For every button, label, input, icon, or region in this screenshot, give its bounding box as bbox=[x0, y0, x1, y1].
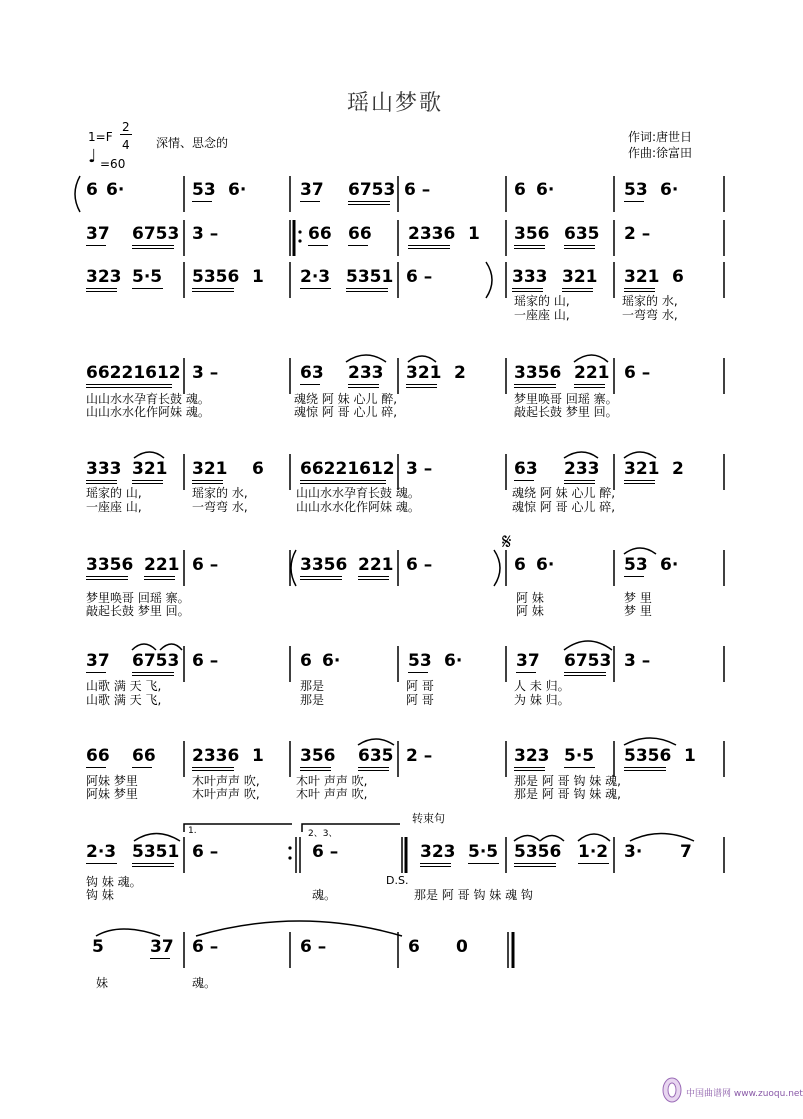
note-group: 2·3 bbox=[86, 842, 117, 862]
lyricist-credit: 作词:唐世日 bbox=[628, 130, 693, 144]
lyric-line: 梦里唤哥 回瑶 寨。 bbox=[86, 591, 190, 605]
lyric-line: 一弯弯 水, bbox=[622, 308, 678, 322]
lyric-line: 那是 阿 哥 钩 妹 魂, bbox=[514, 787, 621, 801]
lyric-line: 梦里唤哥 回瑶 寨。 bbox=[514, 392, 618, 406]
lyric-line: 敲起长鼓 梦里 回。 bbox=[514, 405, 618, 419]
note-group: 6 – bbox=[192, 651, 219, 671]
key-signature: 1=F bbox=[88, 130, 113, 144]
lyric-line: 敲起长鼓 梦里 回。 bbox=[86, 604, 190, 618]
note-group: 53 bbox=[624, 555, 648, 575]
note-group: 2336 bbox=[192, 746, 240, 766]
lyric-line: 魂。 bbox=[192, 976, 217, 990]
note-group: 321 bbox=[562, 267, 598, 287]
lyric-line: 瑶家的 山, bbox=[514, 294, 570, 308]
note-group: 356 bbox=[514, 224, 550, 244]
lyric-line: 木叶 声声 吹, bbox=[296, 787, 368, 801]
lyric-line: 钩 妹 bbox=[86, 888, 114, 902]
lyric-line: 为 妹 归。 bbox=[514, 693, 570, 707]
lyric-line: 阿 妹 bbox=[516, 604, 544, 618]
lyric-line: 梦 里 bbox=[624, 604, 652, 618]
quarter-note-icon: ♩ bbox=[88, 146, 97, 167]
time-signature-top: 2 bbox=[122, 120, 130, 134]
note-group: 1 bbox=[468, 224, 480, 244]
note-group: 6 bbox=[672, 267, 684, 287]
note-group: 6· bbox=[536, 555, 555, 575]
page-title: 瑶山梦歌 bbox=[346, 91, 443, 116]
note-group: 37 bbox=[86, 224, 110, 244]
note-group: 635 bbox=[564, 224, 600, 244]
note-group: 5·5 bbox=[132, 267, 163, 287]
note-group: 6753 bbox=[132, 651, 180, 671]
note-group: 6 – bbox=[624, 363, 651, 383]
note-group: 66221612 bbox=[86, 363, 181, 383]
note-group: 5351 bbox=[132, 842, 180, 862]
note-group: 233 bbox=[348, 363, 384, 383]
note-group: 3· bbox=[624, 842, 643, 862]
note-group: 5·5 bbox=[468, 842, 499, 862]
lyric-line: 山山水水孕育长鼓 魂。 bbox=[86, 392, 210, 406]
lyric-line: 钩 妹 魂。 bbox=[86, 875, 142, 889]
coda-label: 转束句 bbox=[412, 812, 445, 825]
note-group: 6 – bbox=[404, 180, 431, 200]
note-group: 221 bbox=[144, 555, 180, 575]
note-group: 5356 bbox=[192, 267, 240, 287]
note-group: 333 bbox=[512, 267, 548, 287]
note-group: 6 – bbox=[406, 555, 433, 575]
lyric-line: 木叶声声 吹, bbox=[192, 774, 260, 788]
note-group: 6 bbox=[86, 180, 98, 200]
lyric-line: 妹 bbox=[96, 976, 109, 990]
note-group: 2 bbox=[454, 363, 466, 383]
note-group: 1 bbox=[252, 267, 264, 287]
note-group: 63 bbox=[300, 363, 324, 383]
note-group: 6 bbox=[408, 937, 420, 957]
segno-icon: 𝄋 bbox=[502, 530, 512, 555]
note-group: 3356 bbox=[514, 363, 562, 383]
note-group: 6· bbox=[228, 180, 247, 200]
note-group: 323 bbox=[420, 842, 456, 862]
note-group: 321 bbox=[624, 459, 660, 479]
note-group: 37 bbox=[300, 180, 324, 200]
note-group: 3 – bbox=[406, 459, 433, 479]
note-group: 3 – bbox=[192, 363, 219, 383]
note-group: 356 bbox=[300, 746, 336, 766]
ending-1-label: 1. bbox=[188, 826, 197, 836]
note-group: 53 bbox=[192, 180, 216, 200]
lyric-line: 那是 bbox=[300, 679, 325, 693]
note-group: 221 bbox=[574, 363, 610, 383]
note-group: 2336 bbox=[408, 224, 456, 244]
note-group: 6 bbox=[300, 651, 312, 671]
note-group: 635 bbox=[358, 746, 394, 766]
note-group: 6· bbox=[536, 180, 555, 200]
lyric-line: 阿 哥 bbox=[406, 679, 434, 693]
lyric-line: 魂绕 阿 妹 心儿 醉, bbox=[512, 486, 616, 500]
note-group: 6753 bbox=[348, 180, 396, 200]
lyric-line: 梦 里 bbox=[624, 591, 652, 605]
lyric-line: 阿 哥 bbox=[406, 693, 434, 707]
lyric-line: 山歌 满 天 飞, bbox=[86, 693, 162, 707]
note-group: 6 – bbox=[192, 555, 219, 575]
note-group: 6· bbox=[660, 555, 679, 575]
note-group: 66 bbox=[308, 224, 332, 244]
lyric-line: 魂惊 阿 哥 心儿 碎, bbox=[294, 405, 398, 419]
note-group: 6 bbox=[514, 555, 526, 575]
lyric-line: 一座座 山, bbox=[514, 308, 570, 322]
note-group: 66 bbox=[348, 224, 372, 244]
note-group: 2 – bbox=[406, 746, 433, 766]
time-signature-bottom: 4 bbox=[122, 138, 130, 152]
note-group: 6 – bbox=[192, 937, 219, 957]
note-group: 1·2 bbox=[578, 842, 609, 862]
lyric-line: 一弯弯 水, bbox=[192, 500, 248, 514]
note-group: 6 bbox=[252, 459, 264, 479]
ending-2-label: 2、3、 bbox=[308, 829, 338, 839]
tempo-mark: =60 bbox=[100, 157, 126, 171]
note-group: 1 bbox=[252, 746, 264, 766]
lyric-line: 山山水水孕育长鼓 魂。 bbox=[296, 486, 420, 500]
note-group: 3356 bbox=[300, 555, 348, 575]
note-group: 5·5 bbox=[564, 746, 595, 766]
note-group: 63 bbox=[514, 459, 538, 479]
note-group: 7 bbox=[680, 842, 692, 862]
lyric-line: 瑶家的 水, bbox=[192, 486, 248, 500]
watermark-logo-icon bbox=[663, 1078, 681, 1102]
note-group: 323 bbox=[514, 746, 550, 766]
note-group: 5356 bbox=[624, 746, 672, 766]
note-group: 221 bbox=[358, 555, 394, 575]
note-group: 66 bbox=[86, 746, 110, 766]
note-group: 0 bbox=[456, 937, 468, 957]
lyric-line: 山山水水化作阿妹 魂。 bbox=[296, 500, 420, 514]
note-group: 321 bbox=[406, 363, 442, 383]
note-group: 321 bbox=[132, 459, 168, 479]
note-group: 321 bbox=[624, 267, 660, 287]
note-group: 6 – bbox=[192, 842, 219, 862]
note-group: 6· bbox=[660, 180, 679, 200]
note-group: 6 bbox=[514, 180, 526, 200]
note-group: 6· bbox=[322, 651, 341, 671]
note-group: 2 – bbox=[624, 224, 651, 244]
composer-credit: 作曲:徐富田 bbox=[628, 146, 693, 160]
lyric-line: 木叶声声 吹, bbox=[192, 787, 260, 801]
lyric-line: 木叶 声声 吹, bbox=[296, 774, 368, 788]
lyric-line: 山山水水化作阿妹 魂。 bbox=[86, 405, 210, 419]
lyric-line: 阿妹 梦里 bbox=[86, 774, 138, 788]
lyric-line: 瑶家的 山, bbox=[86, 486, 142, 500]
lyric-line: 山歌 满 天 飞, bbox=[86, 679, 162, 693]
note-group: 5 bbox=[92, 937, 104, 957]
note-group: 6 – bbox=[312, 842, 339, 862]
note-group: 5356 bbox=[514, 842, 562, 862]
note-group: 321 bbox=[192, 459, 228, 479]
note-group: 3 – bbox=[624, 651, 651, 671]
note-group: 333 bbox=[86, 459, 122, 479]
lyric-line: 魂惊 阿 哥 心儿 碎, bbox=[512, 500, 616, 514]
lyric-line: 阿妹 梦里 bbox=[86, 787, 138, 801]
note-group: 3356 bbox=[86, 555, 134, 575]
lyric-line: 那是 bbox=[300, 693, 325, 707]
lyric-line: 人 未 归。 bbox=[514, 679, 570, 693]
note-group: 323 bbox=[86, 267, 122, 287]
lyric-line: 那是 阿 哥 钩 妹 魂 钩 bbox=[414, 888, 533, 902]
lyric-line: 瑶家的 水, bbox=[622, 294, 678, 308]
ds-mark: D.S. bbox=[386, 874, 409, 887]
lyric-line: 那是 阿 哥 钩 妹 魂, bbox=[514, 774, 621, 788]
note-group: 2 bbox=[672, 459, 684, 479]
note-group: 53 bbox=[624, 180, 648, 200]
note-group: 37 bbox=[86, 651, 110, 671]
note-group: 6 – bbox=[406, 267, 433, 287]
note-group: 3 – bbox=[192, 224, 219, 244]
note-group: 6753 bbox=[132, 224, 180, 244]
note-group: 2·3 bbox=[300, 267, 331, 287]
lyric-line: 一座座 山, bbox=[86, 500, 142, 514]
note-group: 37 bbox=[150, 937, 174, 957]
expression-mark: 深情、思念的 bbox=[156, 136, 229, 150]
note-group: 37 bbox=[516, 651, 540, 671]
lyric-line: 魂绕 阿 妹 心儿 醉, bbox=[294, 392, 398, 406]
lyric-line: 魂。 bbox=[312, 888, 337, 902]
note-group: 6 – bbox=[300, 937, 327, 957]
lyric-line: 阿 妹 bbox=[516, 591, 544, 605]
note-group: 1 bbox=[684, 746, 696, 766]
note-group: 5351 bbox=[346, 267, 394, 287]
watermark-text: 中国曲谱网 www.zuoqu.net bbox=[686, 1089, 803, 1099]
note-group: 53 bbox=[408, 651, 432, 671]
note-group: 6· bbox=[106, 180, 125, 200]
note-group: 6753 bbox=[564, 651, 612, 671]
note-group: 233 bbox=[564, 459, 600, 479]
note-group: 6· bbox=[444, 651, 463, 671]
note-group: 66221612 bbox=[300, 459, 395, 479]
note-group: 66 bbox=[132, 746, 156, 766]
